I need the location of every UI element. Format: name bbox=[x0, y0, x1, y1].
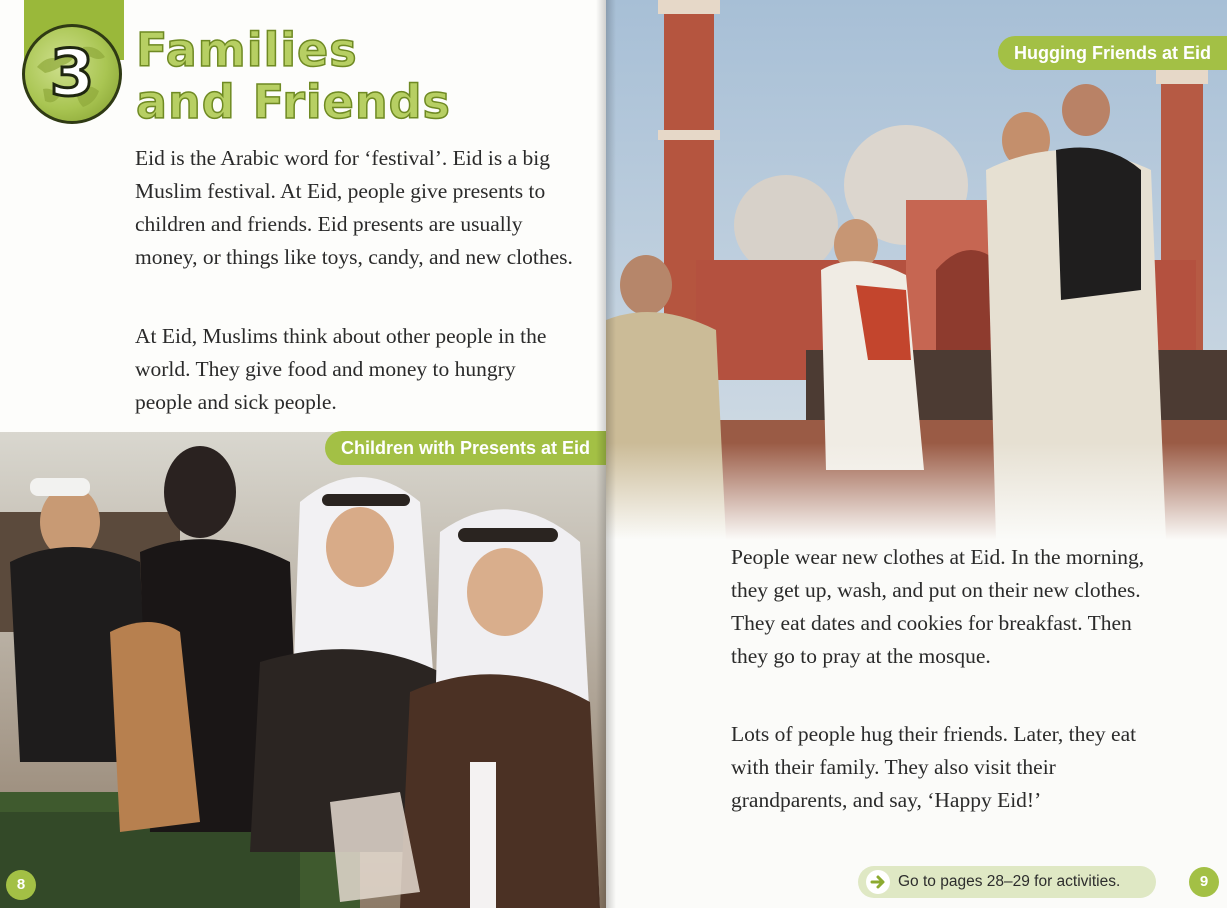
arrow-right-icon bbox=[866, 870, 890, 894]
activity-link[interactable] bbox=[858, 866, 1156, 898]
photo-hugging-friends bbox=[606, 0, 1227, 540]
page-number-left: 8 bbox=[6, 870, 36, 900]
paragraph-new-clothes: People wear new clothes at Eid. In the morning, they get up, wash, and put on their new clothes. They eat dates and cookies for breakfast. Then they go to pray at the mosque. bbox=[731, 545, 1145, 668]
right-page bbox=[606, 0, 1227, 908]
chapter-badge bbox=[22, 24, 122, 124]
activity-link-label: Go to pages 28–29 for activities. bbox=[898, 873, 1121, 890]
paragraph-hug-friends: Lots of people hug their friends. Later, they eat with their family. They also visit their grandparents, and say, ‘Happy Eid!’ bbox=[731, 722, 1137, 812]
paragraph-festival: Eid is the Arabic word for ‘festival’. Eid is a big Muslim festival. At Eid, people give presents to children and friends. Eid presents are usually money, or things like toys, candy, and new clothes. bbox=[135, 146, 573, 269]
page-number-right: 9 bbox=[1189, 867, 1219, 897]
caption-hugging-friends: Hugging Friends at Eid bbox=[998, 36, 1227, 70]
photo-children-presents bbox=[0, 432, 606, 908]
left-page bbox=[0, 0, 606, 908]
chapter-title: Families and Friends bbox=[136, 23, 451, 129]
paragraph-others: At Eid, Muslims think about other people in the world. They give food and money to hungry people and sick people. bbox=[135, 324, 547, 414]
caption-children-presents: Children with Presents at Eid bbox=[325, 431, 606, 465]
chapter-number: 3 bbox=[49, 37, 95, 111]
